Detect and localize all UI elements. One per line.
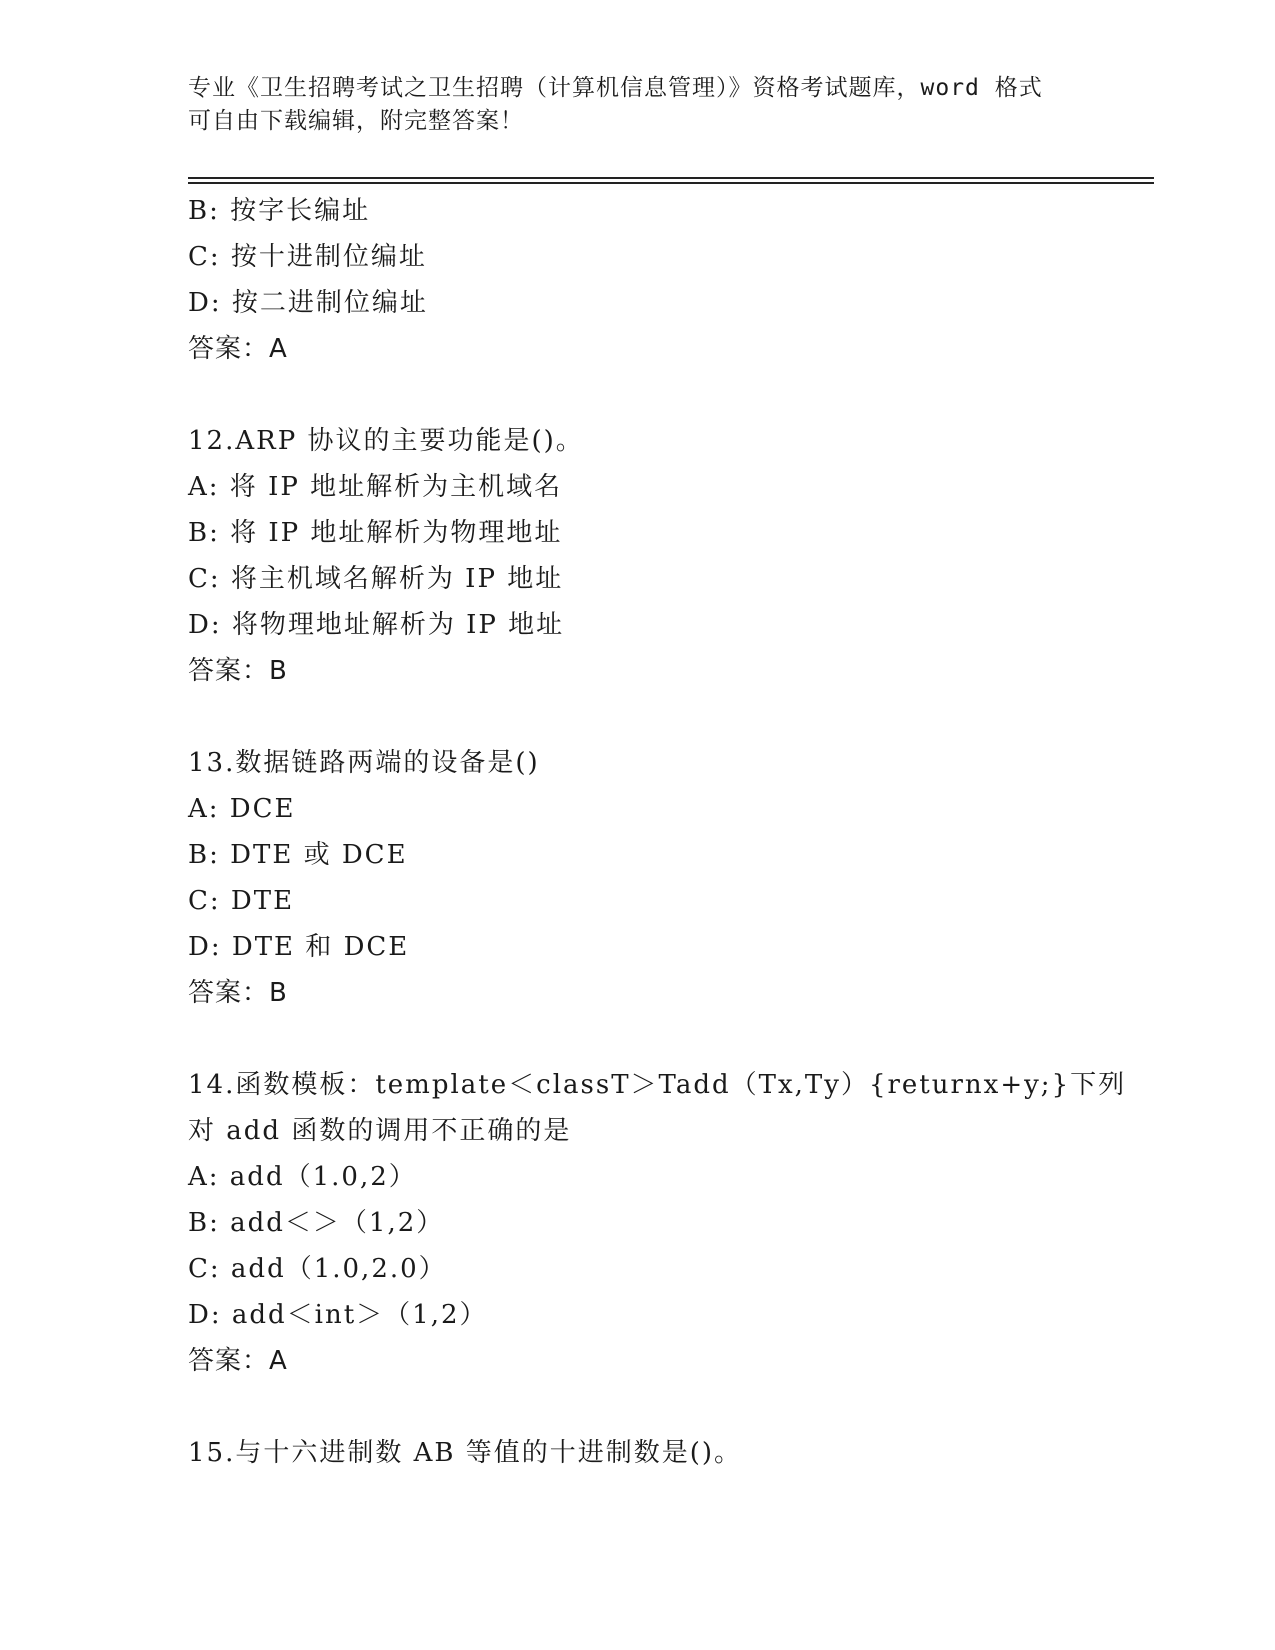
option-a: A: 将 IP 地址解析为主机域名 <box>188 472 563 502</box>
question-stem: 13.数据链路两端的设备是() <box>188 748 540 778</box>
question-13 <box>188 740 1108 1016</box>
option-c: C: add（1.0,2.0） <box>188 1254 447 1284</box>
option-a: A: add（1.0,2） <box>188 1162 417 1192</box>
question-prev-block <box>188 188 1108 372</box>
option-d: D: 按二进制位编址 <box>188 288 428 318</box>
option-d: D: add＜int＞（1,2） <box>188 1300 488 1330</box>
option-d: D: 将物理地址解析为 IP 地址 <box>188 610 565 640</box>
option-c: C: 将主机域名解析为 IP 地址 <box>188 564 564 594</box>
option-c: C: DTE <box>188 886 295 916</box>
option-b: B: DTE 或 DCE <box>188 840 408 870</box>
header-divider-top <box>188 177 1154 179</box>
option-d: D: DTE 和 DCE <box>188 932 410 962</box>
option-b: B: add＜＞（1,2） <box>188 1208 445 1238</box>
answer-line: 答案：B <box>188 656 288 686</box>
option-c: C: 按十进制位编址 <box>188 242 427 272</box>
document-body <box>188 188 1127 1476</box>
option-b: B: 按字长编址 <box>188 196 371 226</box>
answer-line: 答案：B <box>188 978 288 1008</box>
question-stem: 15.与十六进制数 AB 等值的十进制数是()。 <box>188 1438 743 1468</box>
question-stem-line-2: 对 add 函数的调用不正确的是 <box>188 1116 572 1146</box>
header-divider-bottom <box>188 182 1154 184</box>
question-stem: 12.ARP 协议的主要功能是()。 <box>188 426 584 456</box>
answer-line: 答案：A <box>188 1346 288 1376</box>
question-15 <box>188 1430 1108 1476</box>
header-line-2: 可自由下载编辑，附完整答案！ <box>188 108 524 134</box>
option-a: A: DCE <box>188 794 296 824</box>
question-stem-line-1: 14.函数模板：template＜classT＞Tadd（Tx,Ty）{returnx+y;}下列 <box>188 1070 1127 1100</box>
document-header <box>188 72 1088 138</box>
answer-line: 答案：A <box>188 334 288 364</box>
question-14 <box>188 1062 1127 1384</box>
question-12 <box>188 418 1108 694</box>
option-b: B: 将 IP 地址解析为物理地址 <box>188 518 563 548</box>
header-line-1: 专业《卫生招聘考试之卫生招聘（计算机信息管理）》资格考试题库，word 格式 <box>188 75 1043 101</box>
